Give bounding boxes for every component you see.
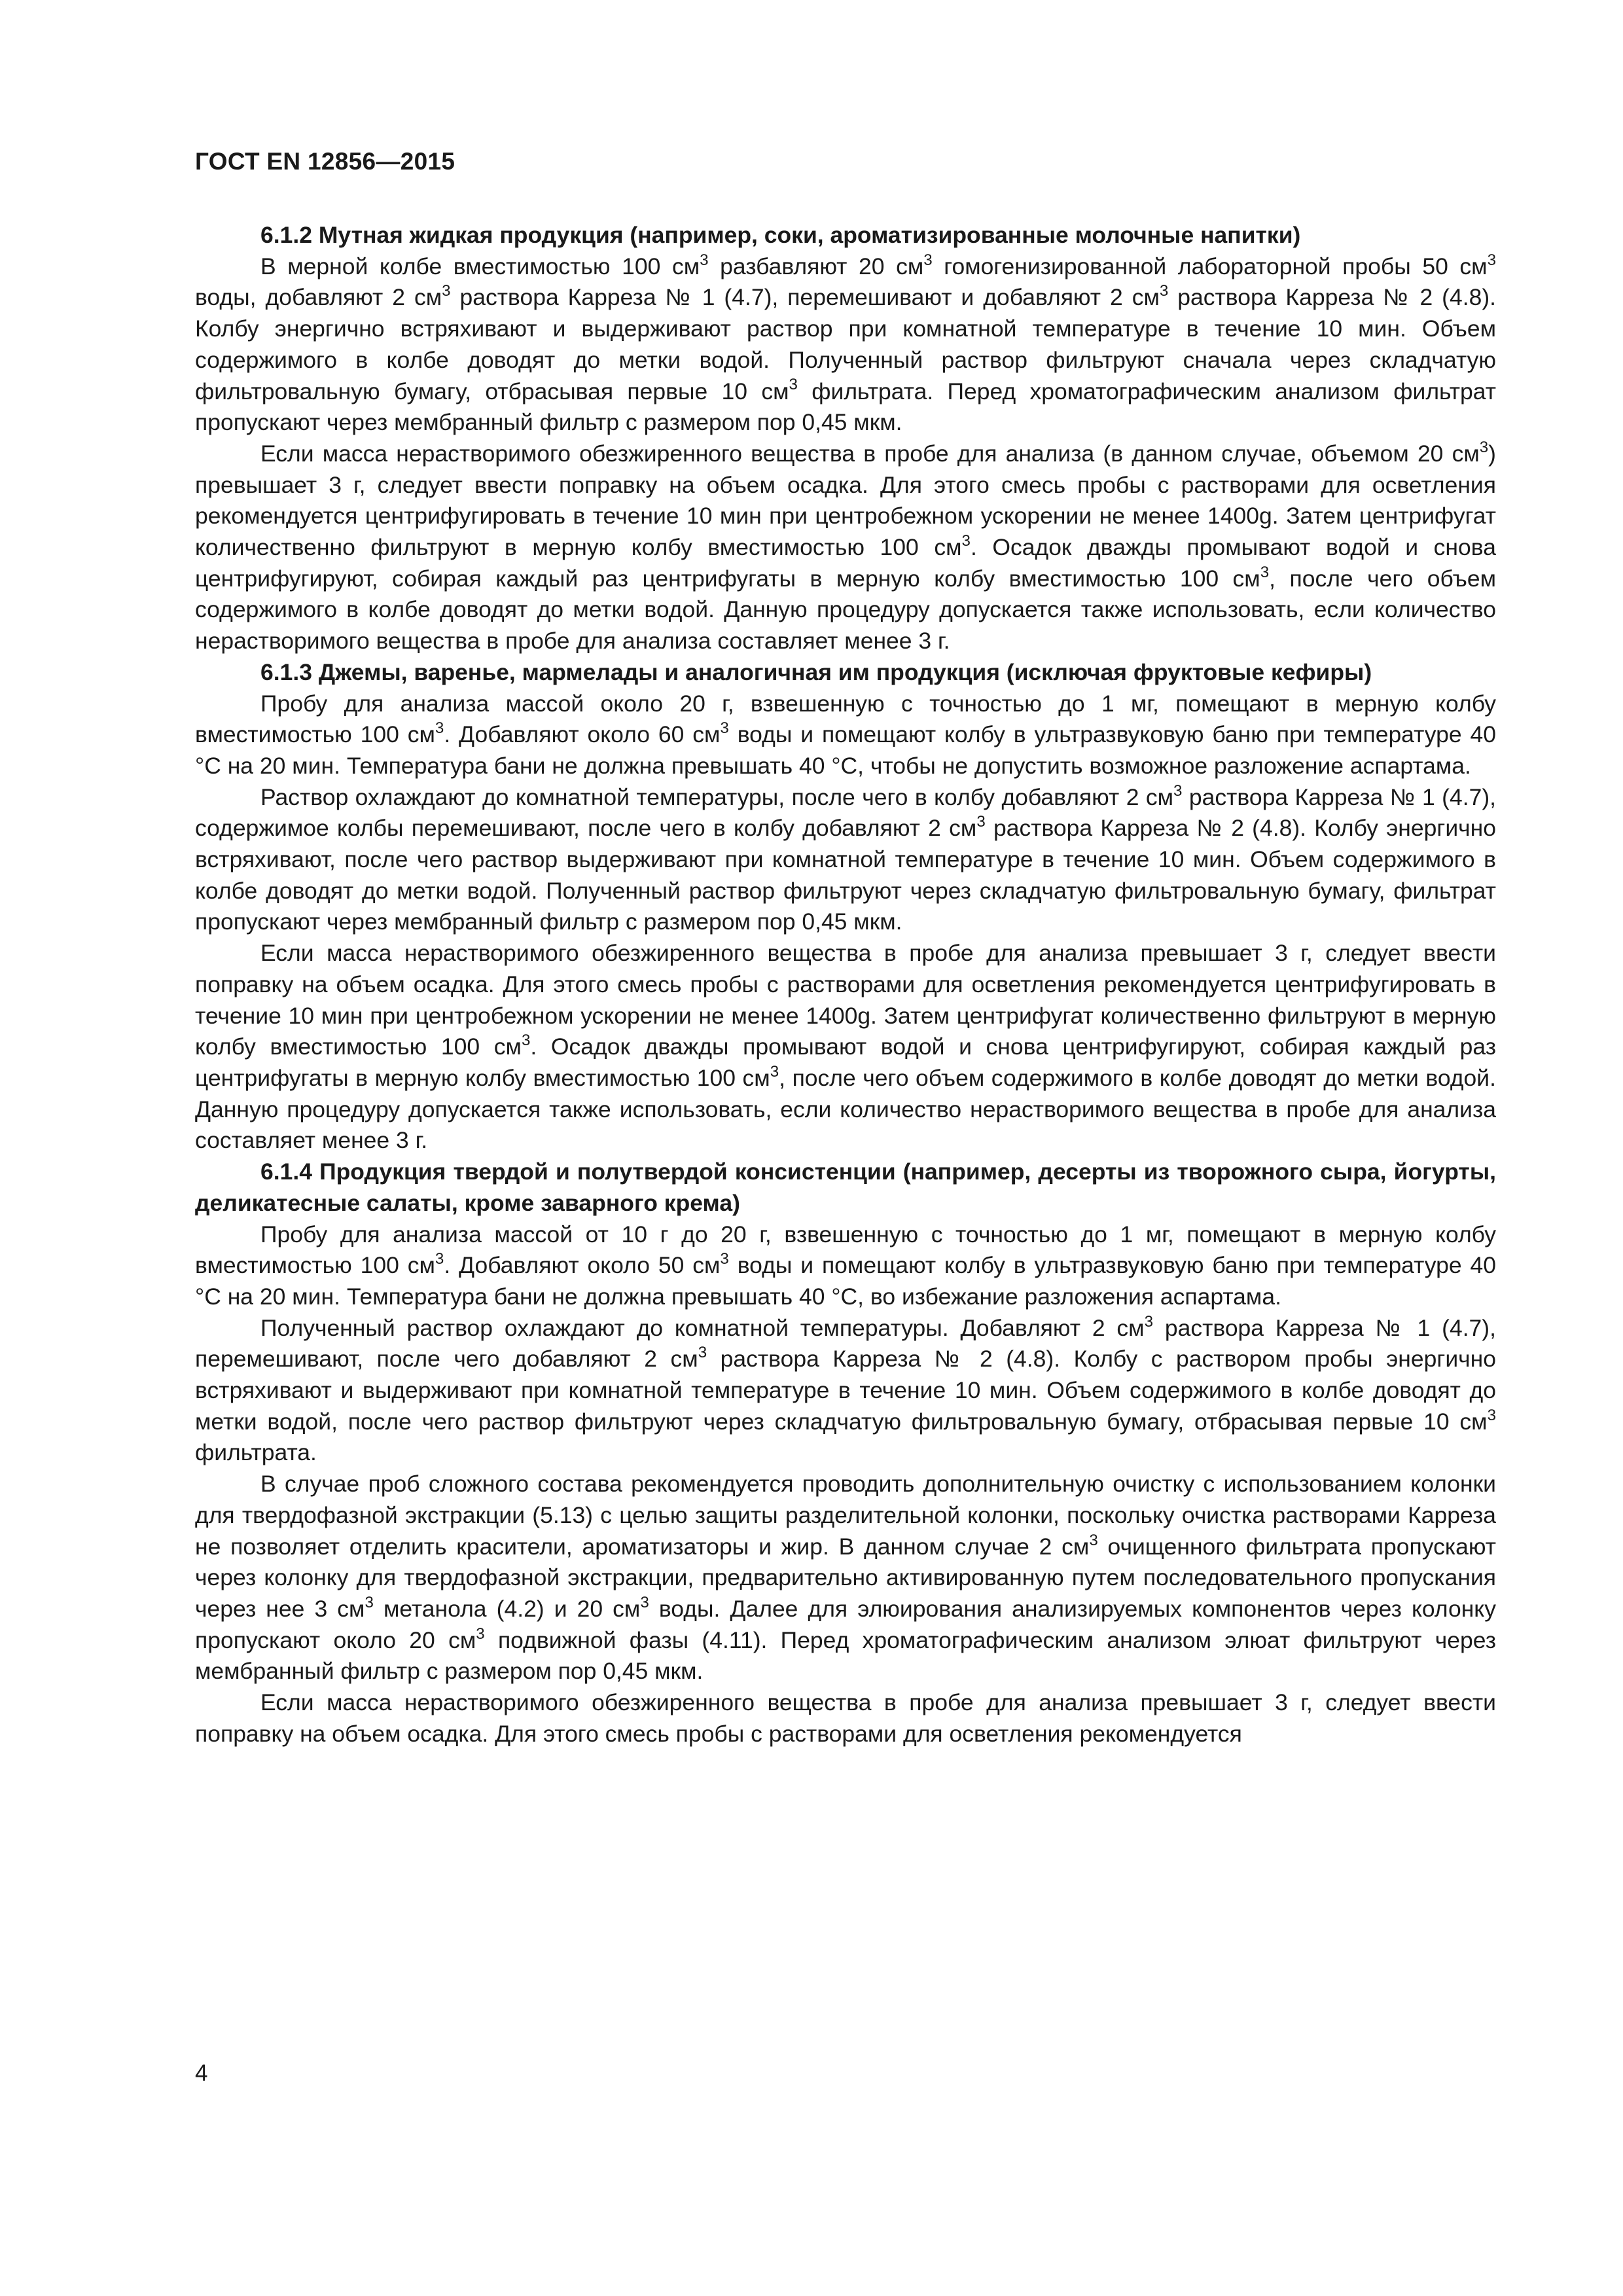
paragraph-text: Если масса нерастворимого обезжиренного вещества в пробе для анализа (в данном случае, объемом 20 см [260, 440, 1480, 467]
paragraph-text: раствора Карреза № 1 (4.7), содержимое колбы перемешивают, после чего в колбу добавляют 2 см [195, 783, 1496, 842]
paragraph-text: . Добавляют около 50 см [444, 1252, 721, 1279]
superscript: 3 [700, 251, 709, 269]
paragraph-text: Полученный раствор охлаждают до комнатной температуры. Добавляют 2 см [260, 1314, 1145, 1341]
superscript: 3 [521, 1031, 531, 1050]
body-paragraph [195, 1313, 1496, 1469]
superscript: 3 [770, 1062, 779, 1081]
document-code-header: ГОСТ EN 12856—2015 [195, 148, 455, 175]
paragraph-text: Пробу для анализа массой около 20 г, взвешенную с точностью до 1 мг, помещают в мерную колбу вместимостью 100 см [195, 690, 1496, 748]
superscript: 3 [1159, 282, 1169, 300]
paragraph-text: , после чего объем содержимого в колбе доводят до метки водой. Данную процедуру допускается также использовать, если количество нерастворимого вещества в пробе для анализа составляет менее 3 г. [195, 1064, 1496, 1154]
superscript: 3 [476, 1624, 485, 1643]
paragraph-text: очищенного фильтрата пропускают через колонку для твердофазной экстракции, предварительно активированную путем последовательного пропускания через нее 3 см [195, 1533, 1496, 1622]
superscript: 3 [1173, 781, 1183, 800]
superscript: 3 [976, 813, 986, 831]
superscript: 3 [720, 719, 729, 738]
body-paragraph [195, 938, 1496, 1157]
superscript: 3 [923, 251, 933, 269]
superscript: 3 [1144, 1312, 1154, 1331]
superscript: 3 [1487, 251, 1497, 269]
body-paragraph [195, 689, 1496, 782]
paragraph-text: фильтрата. Перед хроматографическим анализом фильтрат пропускают через мембранный фильтр с размером пор 0,45 мкм. [195, 378, 1496, 436]
paragraph-text: раствора Карреза № 2 (4.8). Колбу энергично встряхивают и выдерживают раствор при комнатной температуре в течение 10 мин. Объем содержимого в колбе доводят до метки водой. Полученный раствор фильтруют сначала через складчатую фильтровальную бумагу, отбрасывая первые 10 см [195, 284, 1497, 404]
body-paragraph [195, 1469, 1496, 1687]
paragraph-text: метанола (4.2) и 20 см [373, 1595, 641, 1622]
paragraph-text: раствора Карреза № 2 (4.8). Колбу энергично встряхивают, после чего раствор выдерживают при комнатной температуре в течение 10 мин. Объем содержимого в колбе доводят до метки водой. Полученный раствор фильтруют через складчатую фильтровальную бумагу, фильтрат пропускают через мембранный фильтр с размером пор 0,45 мкм. [195, 815, 1496, 935]
document-body [195, 220, 1496, 1749]
section-heading: 6.1.4 Продукция твердой и полутвердой консистенции (например, десерты из творожного сыра, йогурты, деликатесные салаты, кроме заварного крема) [195, 1158, 1496, 1216]
body-paragraph [195, 251, 1496, 439]
superscript: 3 [435, 719, 444, 738]
paragraph-text: воды и помещают колбу в ультразвуковую баню при температуре 40 °С на 20 мин. Температура бани не должна превышать 40 °С, чтобы не допустить возможное разложение аспартама. [195, 721, 1497, 779]
superscript: 3 [789, 376, 798, 394]
paragraph-text: . Осадок дважды промывают водой и снова центрифугируют, собирая каждый раз центрифугаты в мерную колбу вместимостью 100 см [195, 534, 1496, 592]
superscript: 3 [435, 1250, 444, 1268]
paragraph-text: фильтрата. [195, 1439, 317, 1466]
body-paragraph [195, 439, 1496, 657]
section-heading: 6.1.2 Мутная жидкая продукция (например, соки, ароматизированные молочные напитки) [260, 222, 1301, 248]
paragraph-text: воды, добавляют 2 см [195, 284, 442, 311]
paragraph-text: раствора Карреза № 2 (4.8). Колбу с раствором пробы энергично встряхивают и выдерживают при комнатной температуре в течение 10 мин. Объем содержимого в колбе доводят до метки водой, после чего раствор фильтруют через складчатую фильтровальную бумагу, отбрасывая первые 10 см [195, 1346, 1496, 1435]
paragraph-text: воды и помещают колбу в ультразвуковую баню при температуре 40 °С на 20 мин. Температура бани не должна превышать 40 °С, во избежание разложения аспартама. [195, 1252, 1497, 1310]
superscript: 3 [720, 1250, 729, 1268]
paragraph-text: раствора Карреза № 1 (4.7), перемешивают, после чего добавляют 2 см [195, 1314, 1496, 1372]
body-paragraph [195, 1219, 1496, 1313]
paragraph-text: воды. Далее для элюирования анализируемых компонентов через колонку пропускают около 20 см [195, 1595, 1496, 1653]
superscript: 3 [365, 1593, 374, 1611]
superscript: 3 [698, 1344, 707, 1362]
paragraph-text: Если масса нерастворимого обезжиренного вещества в пробе для анализа превышает 3 г, следует ввести поправку на объем осадка. Для этого смесь пробы с растворами для осветления рекомендуется [195, 1689, 1496, 1747]
section-heading: 6.1.3 Джемы, варенье, мармелады и аналогичная им продукция (исключая фруктовые кефиры) [260, 658, 1372, 685]
paragraph-text: Если масса нерастворимого обезжиренного вещества в пробе для анализа превышает 3 г, следует ввести поправку на объем осадка. Для этого смесь пробы с растворами для осветления рекомендуется центрифугировать в течение 10 мин при центробежном ускорении не менее 1400g. Затем центрифугат количественно фильтруют в мерную колбу вместимостью 100 см [195, 940, 1496, 1060]
superscript: 3 [1487, 1406, 1496, 1424]
paragraph-text: , после чего объем содержимого в колбе доводят до метки водой. Данную процедуру допускается также использовать, если количество нерастворимого вещества в пробе для анализа составляет менее 3 г. [195, 565, 1497, 655]
paragraph-text: ) превышает 3 г, следует ввести поправку на объем осадка. Для этого смесь пробы с растворами для осветления рекомендуется центрифугировать в течение 10 мин при центробежном ускорении не менее 1400g. Затем центрифугат количественно фильтруют в мерную колбу вместимостью 100 см [195, 440, 1496, 561]
body-paragraph [195, 1687, 1496, 1749]
paragraph-text: подвижной фазы (4.11). Перед хроматографическим анализом элюат фильтруют через мембранный фильтр с размером пор 0,45 мкм. [195, 1626, 1496, 1685]
body-paragraph [195, 782, 1496, 939]
superscript: 3 [1260, 563, 1270, 581]
page-number: 4 [195, 2060, 208, 2086]
superscript: 3 [1479, 438, 1489, 456]
paragraph-text: В случае проб сложного состава рекомендуется проводить дополнительную очистку с использованием колонки для твердофазной экстракции (5.13) с целью защиты разделительной колонки, поскольку очистка растворами Карреза не позволяет отделить красители, ароматизаторы и жир. В данном случае 2 см [195, 1471, 1496, 1560]
superscript: 3 [961, 532, 971, 550]
superscript: 3 [442, 282, 451, 300]
paragraph-text: Пробу для анализа массой от 10 г до 20 г, взвешенную с точностью до 1 мг, помещают в мерную колбу вместимостью 100 см [195, 1221, 1496, 1279]
superscript: 3 [1089, 1531, 1098, 1549]
paragraph-text: гомогенизированной лабораторной пробы 50 см [932, 253, 1488, 279]
paragraph-text: . Осадок дважды промывают водой и снова центрифугируют, собирая каждый раз центрифугаты в мерную колбу вместимостью 100 см [195, 1033, 1496, 1091]
paragraph-text: . Добавляют около 60 см [444, 721, 721, 748]
paragraph-text: В мерной колбе вместимостью 100 см [260, 253, 700, 279]
superscript: 3 [640, 1593, 649, 1611]
paragraph-text: Раствор охлаждают до комнатной температуры, после чего в колбу добавляют 2 см [260, 783, 1174, 810]
paragraph-text: раствора Карреза № 1 (4.7), перемешивают и добавляют 2 см [450, 284, 1160, 311]
paragraph-text: разбавляют 20 см [708, 253, 924, 279]
